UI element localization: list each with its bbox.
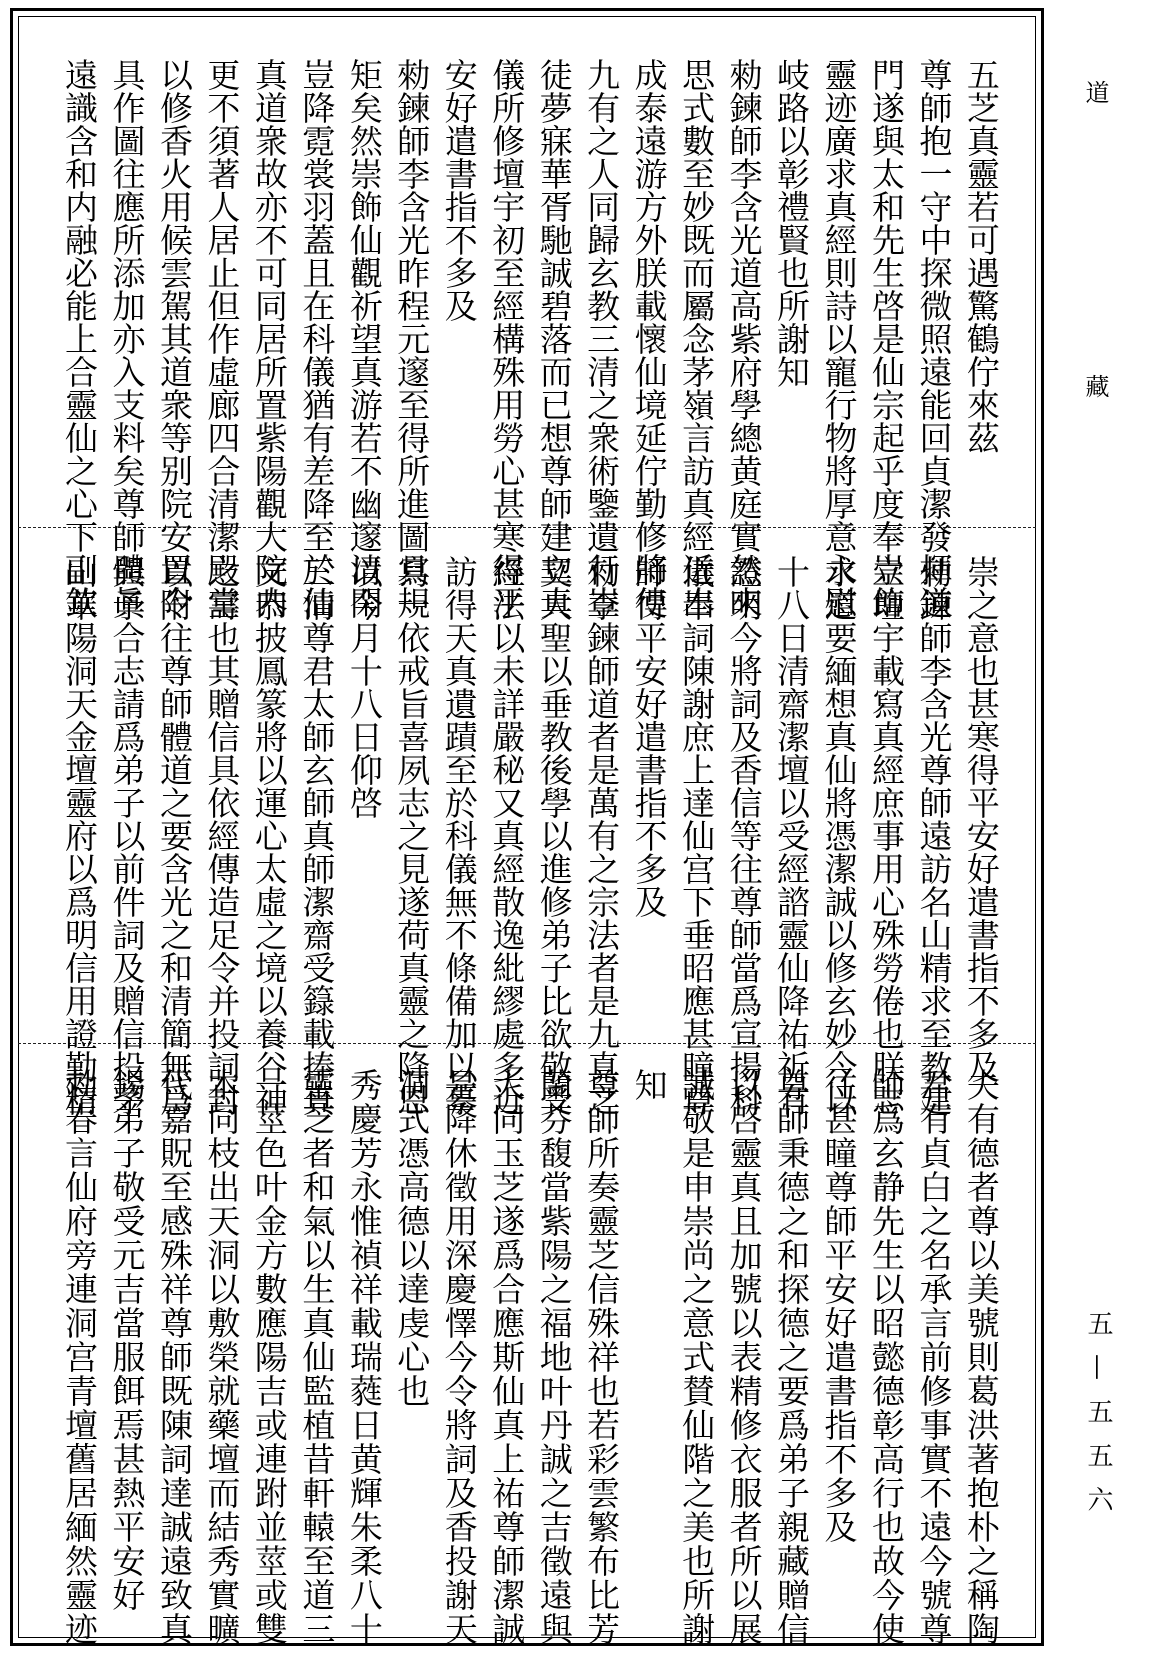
text-column: 往甚瞳尊師平安好遣書指不多及	[819, 1068, 859, 1544]
text-column: 勑鍊師李含光昨程元邃至得所進圖具規	[392, 58, 432, 619]
text-column: 寫一依戒旨喜夙志之見遂荷真靈之降恩	[392, 555, 432, 1116]
text-column: 徒夢寐華胥馳誠碧落而已想尊師建立真	[534, 58, 574, 619]
text-column: 勑春言仙府旁連洞宫青壇舊居緬然靈迹	[60, 1068, 99, 1646]
text-column: 儀奉詞陳謝庶上達仙宫下垂昭應甚瞳尊	[677, 555, 717, 1116]
text-column: 是降休徵用深慶懌今令將詞及香投謝天	[439, 1068, 479, 1646]
text-column: 門遂與太和先生啓是仙宗起乎度奉崇飾	[866, 58, 906, 619]
text-column: 勑李鍊師道者是萬有之宗法者是九真之	[582, 555, 622, 1116]
text-column: 訪得天真遺蹟至於科儀無不條備加以摹	[439, 555, 479, 1116]
text-column: 以啓靈真且加號以表精修衣服者所以展	[724, 1068, 764, 1646]
text-column: 勑鍊師李含光尊師遠訪名山精求至教建	[914, 555, 954, 1116]
text-column: 尊師秉德之和探德之要爲弟子親藏贈信	[772, 1068, 812, 1646]
text-column: 岐路以彰禮賢也所謝知	[772, 58, 812, 388]
text-column: 以今月十八日仰啓	[344, 555, 384, 819]
text-column: 九有之人同歸玄教三清之衆術鑒遺行豈	[582, 58, 622, 619]
text-column: 秀慶芳永惟禎祥載瑞蕤日黄輝朱柔八十	[344, 1068, 384, 1646]
text-band-top	[58, 58, 1001, 619]
text-column: 靈迹廣求真經則詩以寵行物將厚意永慰	[819, 58, 859, 619]
text-column: 三清尊君太師玄師真師潔齋受籙載捧真	[297, 555, 337, 1116]
text-column: 誠敬是申崇尚之意式賛仙階之美也所謝	[677, 1068, 717, 1646]
text-column: 求道要緬想真仙將憑潔誠以修玄妙今以	[819, 555, 859, 1116]
text-column: 十八日清齋潔壇以受經諮靈仙降祐祈有	[772, 555, 812, 1116]
text-column: 勑鍊師李含光道高紫府學總黄庭實然來	[724, 58, 764, 619]
text-column: 洞式憑高德以達虔心也	[392, 1068, 432, 1408]
text-column: 矩矣然崇飾仙觀祈望真游若不幽邃清閑	[344, 58, 384, 619]
text-column: 一莖色叶金方數應陽吉或連跗並莖或雙	[249, 1068, 289, 1646]
page-number: 五—五五六	[1083, 1310, 1113, 1530]
text-column: 君有貞白之名承言前修事實不遠今號尊	[914, 1068, 954, 1646]
text-band-middle	[58, 555, 1001, 1116]
text-column: 思式數至妙既而屬念茅嶺言訪真經近出	[677, 58, 717, 619]
text-column: 知	[629, 1068, 669, 1102]
text-column: 之壽也其贈信具依經傳造足令并投詞封	[202, 555, 242, 1116]
text-column: 師爲玄静先生以昭懿德彰高行也故今使	[866, 1068, 906, 1646]
text-column: 大同玉芝遂爲合應斯仙真上祐尊師潔誠	[487, 1068, 527, 1646]
text-column: 證明今將詞及香信等往尊師當爲宣揚科	[724, 555, 764, 1116]
text-column: 代嘉貺至感殊祥尊師既陳詞達誠遠致真	[154, 1068, 194, 1646]
text-column: 文恭披鳳篆將以運心太虛之境以養谷神	[249, 555, 289, 1116]
text-column: 遠識含和内融必能上合靈仙之心下副欽	[60, 58, 99, 619]
text-column: 真道衆故亦不可同居所置紫陽觀大院内	[249, 58, 289, 619]
text-column: 山華陽洞天金壇靈府以爲明信用證勤精	[60, 555, 99, 1116]
text-column: 蘭芬馥當紫陽之福地叶丹誠之吉徵遠與	[534, 1068, 574, 1646]
text-column: 尊師所奏靈芝信殊祥也若彩雲繁布比芳	[582, 1068, 622, 1646]
text-column: 師得平安好遣書指不多及	[629, 555, 669, 918]
margin-collection-title: 道藏	[1081, 80, 1109, 668]
text-column: 夫有德者尊以美號則葛洪著抱朴之稱陶	[961, 1068, 1001, 1646]
text-column: 立壇宇載寫真經庶事用心殊勞倦也朕志	[866, 555, 906, 1116]
text-column: 具作圖往應所添加亦入支料矣尊師體眞	[107, 58, 147, 619]
text-column: 以附往尊師體道之要含光之和清簡無爲	[154, 555, 194, 1116]
text-column: 更不須著人居止但作虛廊四合清潔殿堂	[202, 58, 242, 619]
text-column: 成泰遠游方外朕載懷仙境延佇勤修將使	[629, 58, 669, 619]
text-column: 與予合志請爲弟子以前件詞及贈信投茅	[107, 555, 147, 1116]
text-column: 五芝真靈若可遇驚鶴佇來茲	[961, 58, 1001, 454]
text-column: 儀所修壇宇初至經構殊用勞心甚寒得平	[487, 58, 527, 619]
text-column: 錫弟子敬受元吉當服餌焉甚熱平安好	[107, 1068, 147, 1612]
text-band-bottom	[58, 1068, 1001, 1646]
text-column: 契大聖以垂教後學以進修弟子比欲敬受	[534, 555, 574, 1116]
text-column: 經法以未詳嚴秘又真經散逸紕繆處多近	[487, 555, 527, 1116]
text-column: 豈降霓裳羽蓋且在科儀猶有差降至於仙	[297, 58, 337, 619]
text-column: 崇之意也甚寒得平安好遣書指不多及	[961, 555, 1001, 1083]
text-column: 靈芝者和氣以生真仙監植昔軒轅至道三	[297, 1068, 337, 1646]
text-column: 尊師抱一守中探微照遠能回貞潔發揮道	[914, 58, 954, 619]
text-column: 本同枝出天洞以敷榮就藥壇而結秀實曠	[202, 1068, 242, 1646]
text-column: 以修香火用候雲駕其道衆等别院安置令	[154, 58, 194, 619]
text-column: 安好遣書指不多及	[439, 58, 479, 322]
